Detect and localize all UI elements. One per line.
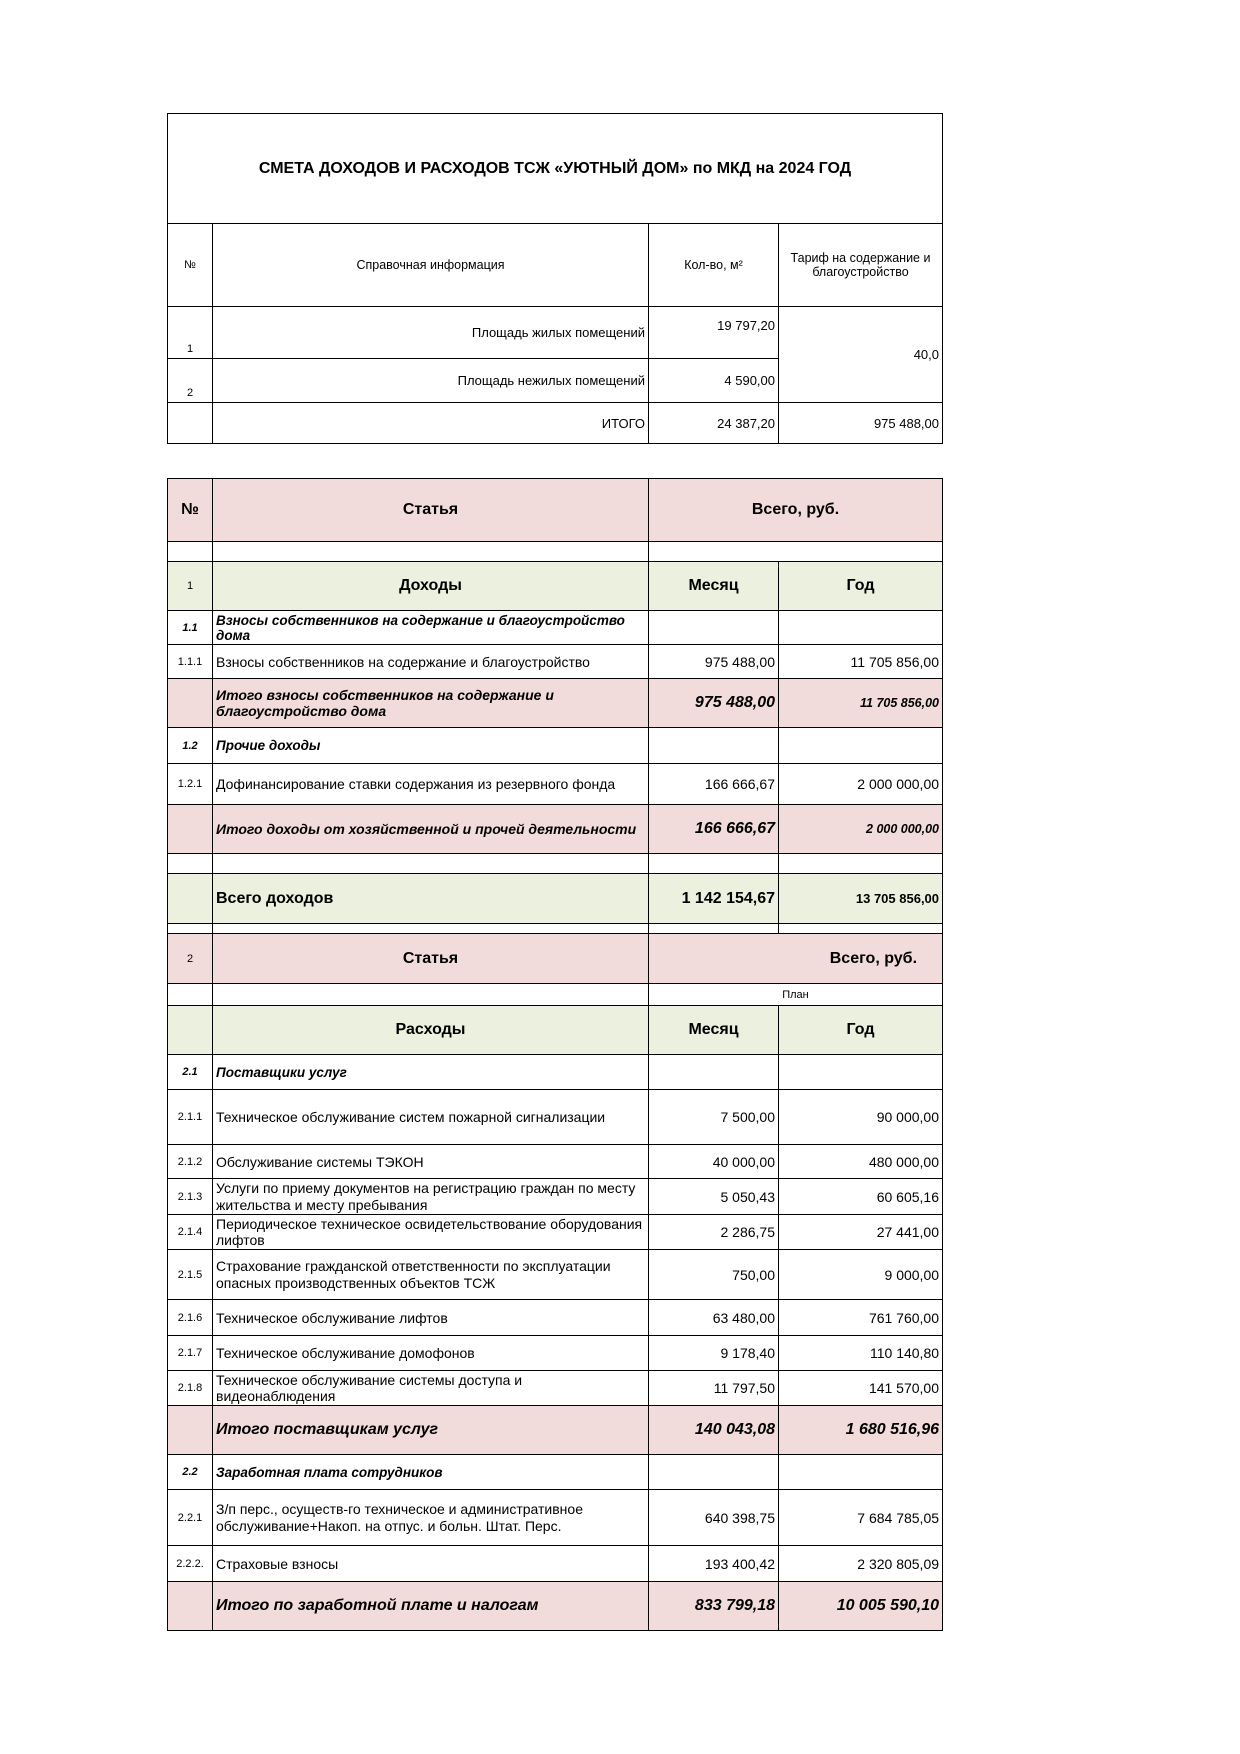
- subsection-num: 2.1: [168, 1055, 213, 1090]
- subtotal-year: 11 705 856,00: [779, 679, 943, 728]
- row-label: Страхование гражданской ответственности по эксплуатации опасных производственных объектов ТСЖ: [213, 1250, 649, 1300]
- table-row: [168, 1336, 943, 1371]
- grand-total-label: Всего доходов: [213, 874, 649, 924]
- table-row: [168, 1546, 943, 1582]
- row-label: Обслуживание системы ТЭКОН: [213, 1145, 649, 1179]
- expenses-section-header: [168, 1006, 943, 1055]
- row-label: Техническое обслуживание системы доступа и видеонаблюдения: [213, 1371, 649, 1406]
- table-row: [168, 1371, 943, 1406]
- total-qty: 24 387,20: [649, 403, 779, 444]
- row-year: 60 605,16: [779, 1179, 943, 1215]
- subtotal-label: Итого поставщикам услуг: [213, 1406, 649, 1455]
- row-label: Взносы собственников на содержание и благоустройство: [213, 645, 649, 679]
- row-label: Страховые взносы: [213, 1546, 649, 1582]
- row-year: 7 684 785,05: [779, 1490, 943, 1546]
- subtotal-year: 2 000 000,00: [779, 805, 943, 854]
- subsection-num: 1.2: [168, 728, 213, 764]
- row-month: 40 000,00: [649, 1145, 779, 1179]
- table-row: [168, 1145, 943, 1179]
- row-month: 750,00: [649, 1250, 779, 1300]
- subtotal-label: Итого взносы собственников на содержание и благоустройство дома: [213, 679, 649, 728]
- col-header-info: Справочная информация: [213, 224, 649, 307]
- row-num: 2.1.7: [168, 1336, 213, 1371]
- income-title: Доходы: [213, 562, 649, 611]
- grand-total-year: 13 705 856,00: [779, 874, 943, 924]
- row-year: 90 000,00: [779, 1090, 943, 1145]
- subtotal-row: [168, 805, 943, 854]
- row-label: Дофинансирование ставки содержания из резервного фонда: [213, 764, 649, 805]
- col-header-total: Всего, руб.: [649, 479, 943, 542]
- row-num: 2.1.4: [168, 1215, 213, 1250]
- subtotal-row: [168, 679, 943, 728]
- month-header: Месяц: [649, 562, 779, 611]
- row-num: 2.1.3: [168, 1179, 213, 1215]
- row-qty: 4 590,00: [649, 359, 779, 403]
- row-month: 63 480,00: [649, 1300, 779, 1336]
- tariff-value: 40,0: [779, 307, 943, 403]
- table-row: [168, 1490, 943, 1546]
- subsection-row: [168, 1055, 943, 1090]
- section-num: 2: [168, 934, 213, 984]
- subtotal-row: [168, 1406, 943, 1455]
- subsection-title: Взносы собственников на содержание и благоустройство дома: [213, 611, 649, 645]
- row-num: 2.1.6: [168, 1300, 213, 1336]
- income-section-header: [168, 562, 943, 611]
- row-num: 2.1.1: [168, 1090, 213, 1145]
- row-month: 5 050,43: [649, 1179, 779, 1215]
- row-num: 2.1.2: [168, 1145, 213, 1179]
- table-row: [168, 1250, 943, 1300]
- subsection-row: [168, 1455, 943, 1490]
- row-num: 2: [168, 359, 213, 403]
- row-month: 975 488,00: [649, 645, 779, 679]
- total-row: [168, 403, 943, 444]
- subsection-num: 2.2: [168, 1455, 213, 1490]
- row-num: 1.1.1: [168, 645, 213, 679]
- row-label: З/п перс., осуществ-го техническое и административное обслуживание+Накоп. на отпус. и больн. Штат. Перс.: [213, 1490, 649, 1546]
- row-num: 2.2.1: [168, 1490, 213, 1546]
- table-row: [168, 645, 943, 679]
- row-month: 11 797,50: [649, 1371, 779, 1406]
- table-row: [168, 1090, 943, 1145]
- reference-info-table: [167, 113, 943, 444]
- row-num: 2.1.5: [168, 1250, 213, 1300]
- table-row: [168, 1215, 943, 1250]
- row-num: 1: [168, 307, 213, 359]
- row-label: Площадь жилых помещений: [213, 307, 649, 359]
- year-header: Год: [779, 562, 943, 611]
- section-num: 1: [168, 562, 213, 611]
- col-header-item: Статья: [213, 479, 649, 542]
- subtotal-month: 833 799,18: [649, 1582, 779, 1631]
- subsection-title: Поставщики услуг: [213, 1055, 649, 1090]
- row-num: 2.2.2.: [168, 1546, 213, 1582]
- subtotal-year: 10 005 590,10: [779, 1582, 943, 1631]
- subtotal-label: Итого доходы от хозяйственной и прочей деятельности: [213, 805, 649, 854]
- col-header-num: №: [168, 224, 213, 307]
- plan-label: План: [649, 984, 943, 1006]
- row-label: Услуги по приему документов на регистрацию граждан по месту жительства и месту пребывания: [213, 1179, 649, 1215]
- subtotal-row: [168, 1582, 943, 1631]
- col-header-tariff: Тариф на содержание и благоустройство: [779, 224, 943, 307]
- subtotal-month: 975 488,00: [649, 679, 779, 728]
- document-title: СМЕТА ДОХОДОВ И РАСХОДОВ ТСЖ «УЮТНЫЙ ДОМ» по МКД на 2024 ГОД: [168, 114, 943, 224]
- row-num: 1.2.1: [168, 764, 213, 805]
- subsection-row: [168, 611, 943, 645]
- table-row: [168, 1300, 943, 1336]
- col-header-total: Всего, руб.: [649, 934, 943, 984]
- grand-total-month: 1 142 154,67: [649, 874, 779, 924]
- row-label: Техническое обслуживание лифтов: [213, 1300, 649, 1336]
- row-month: 640 398,75: [649, 1490, 779, 1546]
- row-year: 11 705 856,00: [779, 645, 943, 679]
- row-month: 166 666,67: [649, 764, 779, 805]
- row-qty: 19 797,20: [649, 307, 779, 359]
- row-year: 761 760,00: [779, 1300, 943, 1336]
- subtotal-year: 1 680 516,96: [779, 1406, 943, 1455]
- col-header-qty: Кол-во, м²: [649, 224, 779, 307]
- expenses-header-row: [168, 934, 943, 984]
- row-month: 9 178,40: [649, 1336, 779, 1371]
- row-month: 7 500,00: [649, 1090, 779, 1145]
- table-row: [168, 1179, 943, 1215]
- row-label: Техническое обслуживание домофонов: [213, 1336, 649, 1371]
- row-month: 2 286,75: [649, 1215, 779, 1250]
- row-num: 2.1.8: [168, 1371, 213, 1406]
- row-year: 9 000,00: [779, 1250, 943, 1300]
- table-row: [168, 764, 943, 805]
- subsection-num: 1.1: [168, 611, 213, 645]
- subsection-title: Заработная плата сотрудников: [213, 1455, 649, 1490]
- row-year: 27 441,00: [779, 1215, 943, 1250]
- row-year: 141 570,00: [779, 1371, 943, 1406]
- row-month: 193 400,42: [649, 1546, 779, 1582]
- row-year: 480 000,00: [779, 1145, 943, 1179]
- row-label: Периодическое техническое освидетельствование оборудования лифтов: [213, 1215, 649, 1250]
- budget-table: [167, 478, 943, 1631]
- table-row: [168, 307, 943, 359]
- row-year: 110 140,80: [779, 1336, 943, 1371]
- subsection-row: [168, 728, 943, 764]
- col-header-item: Статья: [213, 934, 649, 984]
- subtotal-month: 166 666,67: [649, 805, 779, 854]
- row-label: Техническое обслуживание систем пожарной сигнализации: [213, 1090, 649, 1145]
- col-header-num: №: [168, 479, 213, 542]
- subsection-title: Прочие доходы: [213, 728, 649, 764]
- expenses-title: Расходы: [213, 1006, 649, 1055]
- row-year: 2 320 805,09: [779, 1546, 943, 1582]
- total-amount: 975 488,00: [779, 403, 943, 444]
- year-header: Год: [779, 1006, 943, 1055]
- grand-total-row: [168, 874, 943, 924]
- month-header: Месяц: [649, 1006, 779, 1055]
- subtotal-label: Итого по заработной плате и налогам: [213, 1582, 649, 1631]
- row-year: 2 000 000,00: [779, 764, 943, 805]
- total-label: ИТОГО: [213, 403, 649, 444]
- row-label: Площадь нежилых помещений: [213, 359, 649, 403]
- subtotal-month: 140 043,08: [649, 1406, 779, 1455]
